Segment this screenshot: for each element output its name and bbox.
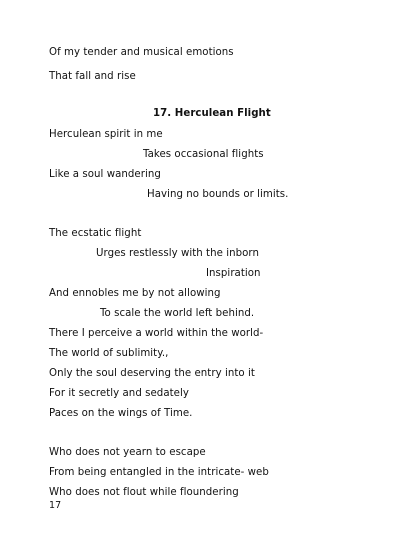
poem-line: There I perceive a world within the world-	[49, 328, 264, 339]
poem-line: For it secretly and sedately	[49, 388, 189, 399]
poem-line: Of my tender and musical emotions	[49, 47, 234, 58]
poem-title: 17. Herculean Flight	[153, 108, 271, 119]
poem-line: Inspiration	[206, 268, 261, 279]
poem-line: That fall and rise	[49, 71, 136, 82]
poem-line: Who does not flout while floundering	[49, 487, 239, 498]
poem-line: Paces on the wings of Time.	[49, 408, 193, 419]
poem-line: And ennobles me by not allowing	[49, 288, 221, 299]
poem-line: The ecstatic flight	[49, 228, 142, 239]
poem-line: Having no bounds or limits.	[147, 189, 289, 200]
page-number: 17	[49, 500, 62, 511]
poem-line: Takes occasional flights	[143, 149, 264, 160]
poem-line: Like a soul wandering	[49, 169, 161, 180]
poem-line: Who does not yearn to escape	[49, 447, 206, 458]
poem-line: To scale the world left behind.	[100, 308, 255, 319]
poem-line: From being entangled in the intricate- web	[49, 467, 269, 478]
poem-line: Herculean spirit in me	[49, 129, 163, 140]
poem-line: The world of sublimity.,	[49, 348, 169, 359]
poem-line: Only the soul deserving the entry into it	[49, 368, 255, 379]
poem-line: Urges restlessly with the inborn	[96, 248, 259, 259]
